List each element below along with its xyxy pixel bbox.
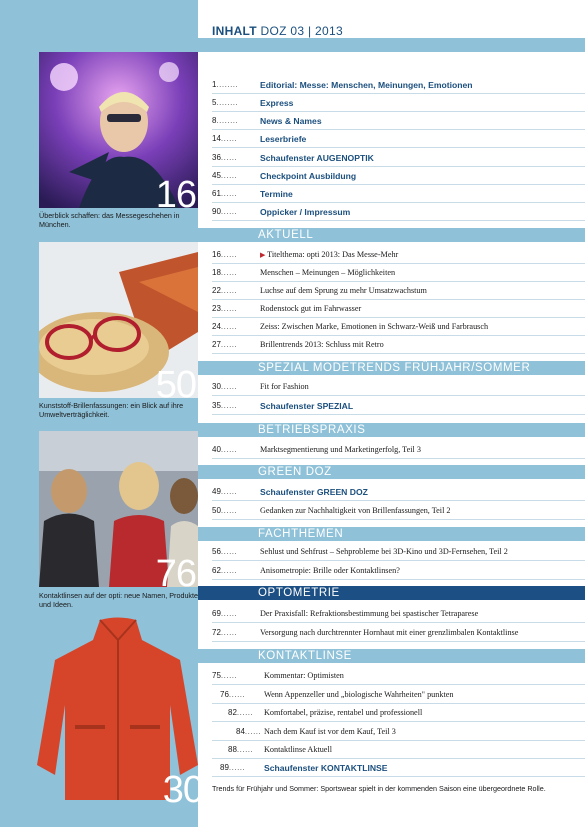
toc-leader-dots: ...... xyxy=(236,708,254,717)
section-header xyxy=(198,586,585,600)
toc-page-number: 75 xyxy=(212,671,221,680)
toc-title: Zeiss: Zwischen Marke, Emotionen in Schwarz-Weiß und Farbrausch xyxy=(260,322,489,331)
toc-page-number: 56 xyxy=(212,547,221,556)
toc-page-number: 72 xyxy=(212,628,221,637)
toc-leader-dots: ...... xyxy=(220,207,238,216)
toc-leader-dots: ...... xyxy=(220,382,238,391)
toc-entry[interactable] xyxy=(212,381,585,393)
toc-title: Brillentrends 2013: Schluss mit Retro xyxy=(260,340,384,349)
section-title: SPEZIAL MODETRENDS FRÜHJAHR/SOMMER xyxy=(258,362,531,374)
section-title: BETRIEBSPRAXIS xyxy=(258,424,366,436)
photo-kontaktlinsen xyxy=(39,431,198,587)
toc-page-number: 18 xyxy=(212,268,221,277)
divider xyxy=(212,721,585,722)
divider xyxy=(212,202,585,203)
toc-entry[interactable] xyxy=(236,726,585,738)
toc-page-number: 84 xyxy=(236,727,245,736)
divider xyxy=(212,560,585,561)
toc-page-number: 1 xyxy=(212,80,217,89)
divider xyxy=(212,166,585,167)
toc-page-number: 8 xyxy=(212,116,217,125)
toc-page-number: 23 xyxy=(212,304,221,313)
divider xyxy=(212,641,585,642)
divider xyxy=(212,263,585,264)
section-header xyxy=(198,361,585,375)
divider xyxy=(212,111,585,112)
toc-leader-dots: ...... xyxy=(236,745,254,754)
toc-page-number: 36 xyxy=(212,153,221,162)
toc-page-number: 24 xyxy=(212,322,221,331)
toc-leader-dots: ...... xyxy=(220,401,238,410)
divider xyxy=(212,335,585,336)
toc-title: Checkpoint Ausbildung xyxy=(260,171,357,181)
toc-page-number: 40 xyxy=(212,445,221,454)
toc-title: Schaufenster GREEN DOZ xyxy=(260,487,368,497)
toc-page-number: 49 xyxy=(212,487,221,496)
toc-page-number: 14 xyxy=(212,134,221,143)
toc-page-number: 35 xyxy=(212,401,221,410)
toc-page-number: 89 xyxy=(220,763,229,772)
toc-page-number: 27 xyxy=(212,340,221,349)
toc-title: Versorgung nach durchtrennter Hornhaut mit einer grenzlimbalen Kontaktlinse xyxy=(260,628,519,637)
toc-entry[interactable] xyxy=(212,505,585,517)
toc-leader-dots: ...... xyxy=(220,445,238,454)
toc-leader-dots: ...... xyxy=(244,727,262,736)
toc-entry[interactable] xyxy=(212,152,585,164)
header-issue: DOZ 03 | 2013 xyxy=(260,24,343,38)
toc-leader-dots: ...... xyxy=(220,487,238,496)
divider xyxy=(212,703,585,704)
toc-entry[interactable] xyxy=(212,608,585,620)
toc-title: Kontaktlinse Aktuell xyxy=(264,745,332,754)
toc-leader-dots: ...... xyxy=(220,268,238,277)
toc-title xyxy=(260,249,398,261)
header-title: INHALT xyxy=(212,24,257,38)
toc-page-number: 82 xyxy=(228,708,237,717)
toc-leader-dots: ...... xyxy=(228,763,246,772)
toc-leader-dots: ...... xyxy=(220,322,238,331)
toc-entry[interactable] xyxy=(212,133,585,145)
divider xyxy=(212,622,585,623)
toc-title: Schaufenster AUGENOPTIK xyxy=(260,153,374,163)
toc-page-number: 61 xyxy=(212,189,221,198)
photo-messe xyxy=(39,52,198,208)
toc-entry[interactable] xyxy=(212,303,585,315)
divider xyxy=(212,395,585,396)
divider xyxy=(212,458,585,459)
toc-page-number: 5 xyxy=(212,98,217,107)
toc-entry[interactable] xyxy=(212,546,585,558)
toc-entry[interactable] xyxy=(212,400,585,412)
toc-page-number: 22 xyxy=(212,286,221,295)
toc-title: Der Praxisfall: Refraktionsbestimmung bei spastischer Tetraparese xyxy=(260,609,479,618)
toc-title: Termine xyxy=(260,189,293,199)
section-header xyxy=(198,423,585,437)
photo-page-number: 76 xyxy=(155,553,196,587)
section-header xyxy=(198,649,585,663)
toc-title: Schaufenster SPEZIAL xyxy=(260,401,354,411)
section-header xyxy=(198,228,585,242)
toc-entry[interactable] xyxy=(212,206,585,218)
toc-leader-dots: ...... xyxy=(220,250,238,259)
toc-title: Komfortabel, präzise, rentabel und professionell xyxy=(264,708,423,717)
toc-page-number: 16 xyxy=(212,250,221,259)
divider xyxy=(212,184,585,185)
toc-page-number: 90 xyxy=(212,207,221,216)
toc-title: Leserbriefe xyxy=(260,134,307,144)
divider xyxy=(212,579,585,580)
toc-leader-dots: ...... xyxy=(220,547,238,556)
toc-title: Luchse auf dem Sprung zu mehr Umsatzwachstum xyxy=(260,286,427,295)
toc-entry[interactable] xyxy=(212,285,585,297)
toc-title: Fit for Fashion xyxy=(260,382,309,391)
toc-title: Anisometropie: Brille oder Kontaktlinsen? xyxy=(260,566,400,575)
toc-leader-dots: ...... xyxy=(220,340,238,349)
toc-leader-dots: ...... xyxy=(220,628,238,637)
toc-entry[interactable] xyxy=(212,339,585,351)
toc-leader-dots: ...... xyxy=(228,690,246,699)
toc-title: Menschen – Meinungen – Möglichkeiten xyxy=(260,268,396,277)
toc-page-number: 45 xyxy=(212,171,221,180)
toc-title: Nach dem Kauf ist vor dem Kauf, Teil 3 xyxy=(264,727,396,736)
toc-leader-dots: ........ xyxy=(216,98,239,107)
toc-title: Express xyxy=(260,98,294,108)
toc-entry[interactable] xyxy=(228,707,585,719)
arrow-icon: ▶ xyxy=(260,251,268,259)
toc-entry[interactable] xyxy=(220,689,585,701)
photo-caption: Kontaktlinsen auf der opti: neue Namen, Produkte und Ideen. xyxy=(39,591,199,609)
toc-entry[interactable] xyxy=(212,97,585,109)
divider xyxy=(212,684,585,685)
section-header xyxy=(198,527,585,541)
photo-brillen xyxy=(39,242,198,398)
section-title: GREEN DOZ xyxy=(258,466,332,478)
toc-page-number: 30 xyxy=(212,382,221,391)
toc-leader-dots: ...... xyxy=(220,134,238,143)
toc-leader-dots: ...... xyxy=(220,286,238,295)
photo-page-number: 50 xyxy=(155,364,196,398)
photo-page-number: 16 xyxy=(155,174,196,208)
toc-page-number: 50 xyxy=(212,506,221,515)
toc-leader-dots: ...... xyxy=(220,506,238,515)
toc-title: Wenn Appenzeller und „biologische Wahrheiten" punkten xyxy=(264,690,454,699)
toc-title: Rodenstock gut im Fahrwasser xyxy=(260,304,362,313)
divider xyxy=(212,414,585,415)
toc-leader-dots: ...... xyxy=(220,566,238,575)
toc-entry[interactable] xyxy=(212,188,585,200)
divider xyxy=(212,281,585,282)
toc-entry[interactable] xyxy=(212,267,585,279)
toc-title: Sehlust und Sehfrust – Sehprobleme bei 3D-Kino und 3D-Fernsehen, Teil 2 xyxy=(260,547,508,556)
toc-leader-dots: ...... xyxy=(220,153,238,162)
section-title: FACHTHEMEN xyxy=(258,528,344,540)
toc-entry[interactable] xyxy=(212,170,585,182)
toc-title: Schaufenster KONTAKTLINSE xyxy=(264,763,388,773)
toc-entry[interactable] xyxy=(212,627,585,639)
photo-caption: Überblick schaffen: das Messegeschehen in München. xyxy=(39,211,180,229)
toc-title: Kommentar: Optimisten xyxy=(264,671,344,680)
toc-entry[interactable] xyxy=(212,565,585,577)
section-title: OPTOMETRIE xyxy=(258,587,340,599)
divider xyxy=(212,353,585,354)
photo-page-number: 30 xyxy=(162,769,203,805)
divider xyxy=(212,758,585,759)
section-header xyxy=(198,465,585,479)
divider xyxy=(212,740,585,741)
toc-page-number: 76 xyxy=(220,690,229,699)
toc-entry[interactable] xyxy=(212,444,585,456)
toc-title: Gedanken zur Nachhaltigkeit von Brillenfassungen, Teil 2 xyxy=(260,506,451,515)
toc-title: News & Names xyxy=(260,116,322,126)
photo-caption: Trends für Frühjahr und Sommer: Sportswear spielt in der kommenden Saison eine übergeordnete Rolle. xyxy=(212,784,546,793)
toc-page-number: 69 xyxy=(212,609,221,618)
toc-leader-dots: ...... xyxy=(220,671,238,680)
divider xyxy=(212,220,585,221)
toc-entry[interactable] xyxy=(212,115,585,127)
toc-page-number: 88 xyxy=(228,745,237,754)
toc-leader-dots: ........ xyxy=(216,80,239,89)
divider xyxy=(212,93,585,94)
toc-leader-dots: ...... xyxy=(220,609,238,618)
toc-leader-dots: ...... xyxy=(220,171,238,180)
page-header xyxy=(212,24,343,38)
divider xyxy=(212,776,585,777)
divider xyxy=(212,519,585,520)
top-color-strip xyxy=(198,38,585,52)
divider xyxy=(212,129,585,130)
divider xyxy=(212,317,585,318)
toc-entry[interactable] xyxy=(212,486,585,498)
toc-leader-dots: ........ xyxy=(216,116,239,125)
toc-entry[interactable] xyxy=(220,762,585,774)
photo-jacke xyxy=(30,615,205,805)
divider xyxy=(212,299,585,300)
toc-title: Editorial: Messe: Menschen, Meinungen, Emotionen xyxy=(260,80,473,90)
toc-entry[interactable] xyxy=(212,249,585,261)
section-title: KONTAKTLINSE xyxy=(258,650,352,662)
toc-entry[interactable] xyxy=(212,79,585,91)
divider xyxy=(212,147,585,148)
toc-title: Marktsegmentierung und Marketingerfolg, Teil 3 xyxy=(260,445,421,454)
toc-title: Oppicker / Impressum xyxy=(260,207,351,217)
toc-title-text: Titelthema: opti 2013: Das Messe-Mehr xyxy=(267,250,399,259)
toc-entry[interactable] xyxy=(212,321,585,333)
toc-entry[interactable] xyxy=(212,670,585,682)
divider xyxy=(212,500,585,501)
toc-leader-dots: ...... xyxy=(220,304,238,313)
toc-entry[interactable] xyxy=(228,744,585,756)
toc-page-number: 62 xyxy=(212,566,221,575)
section-title: AKTUELL xyxy=(258,229,314,241)
toc-leader-dots: ...... xyxy=(220,189,238,198)
photo-caption: Kunststoff-Brillenfassungen: ein Blick auf ihre Umweltverträglichkeit. xyxy=(39,401,184,419)
